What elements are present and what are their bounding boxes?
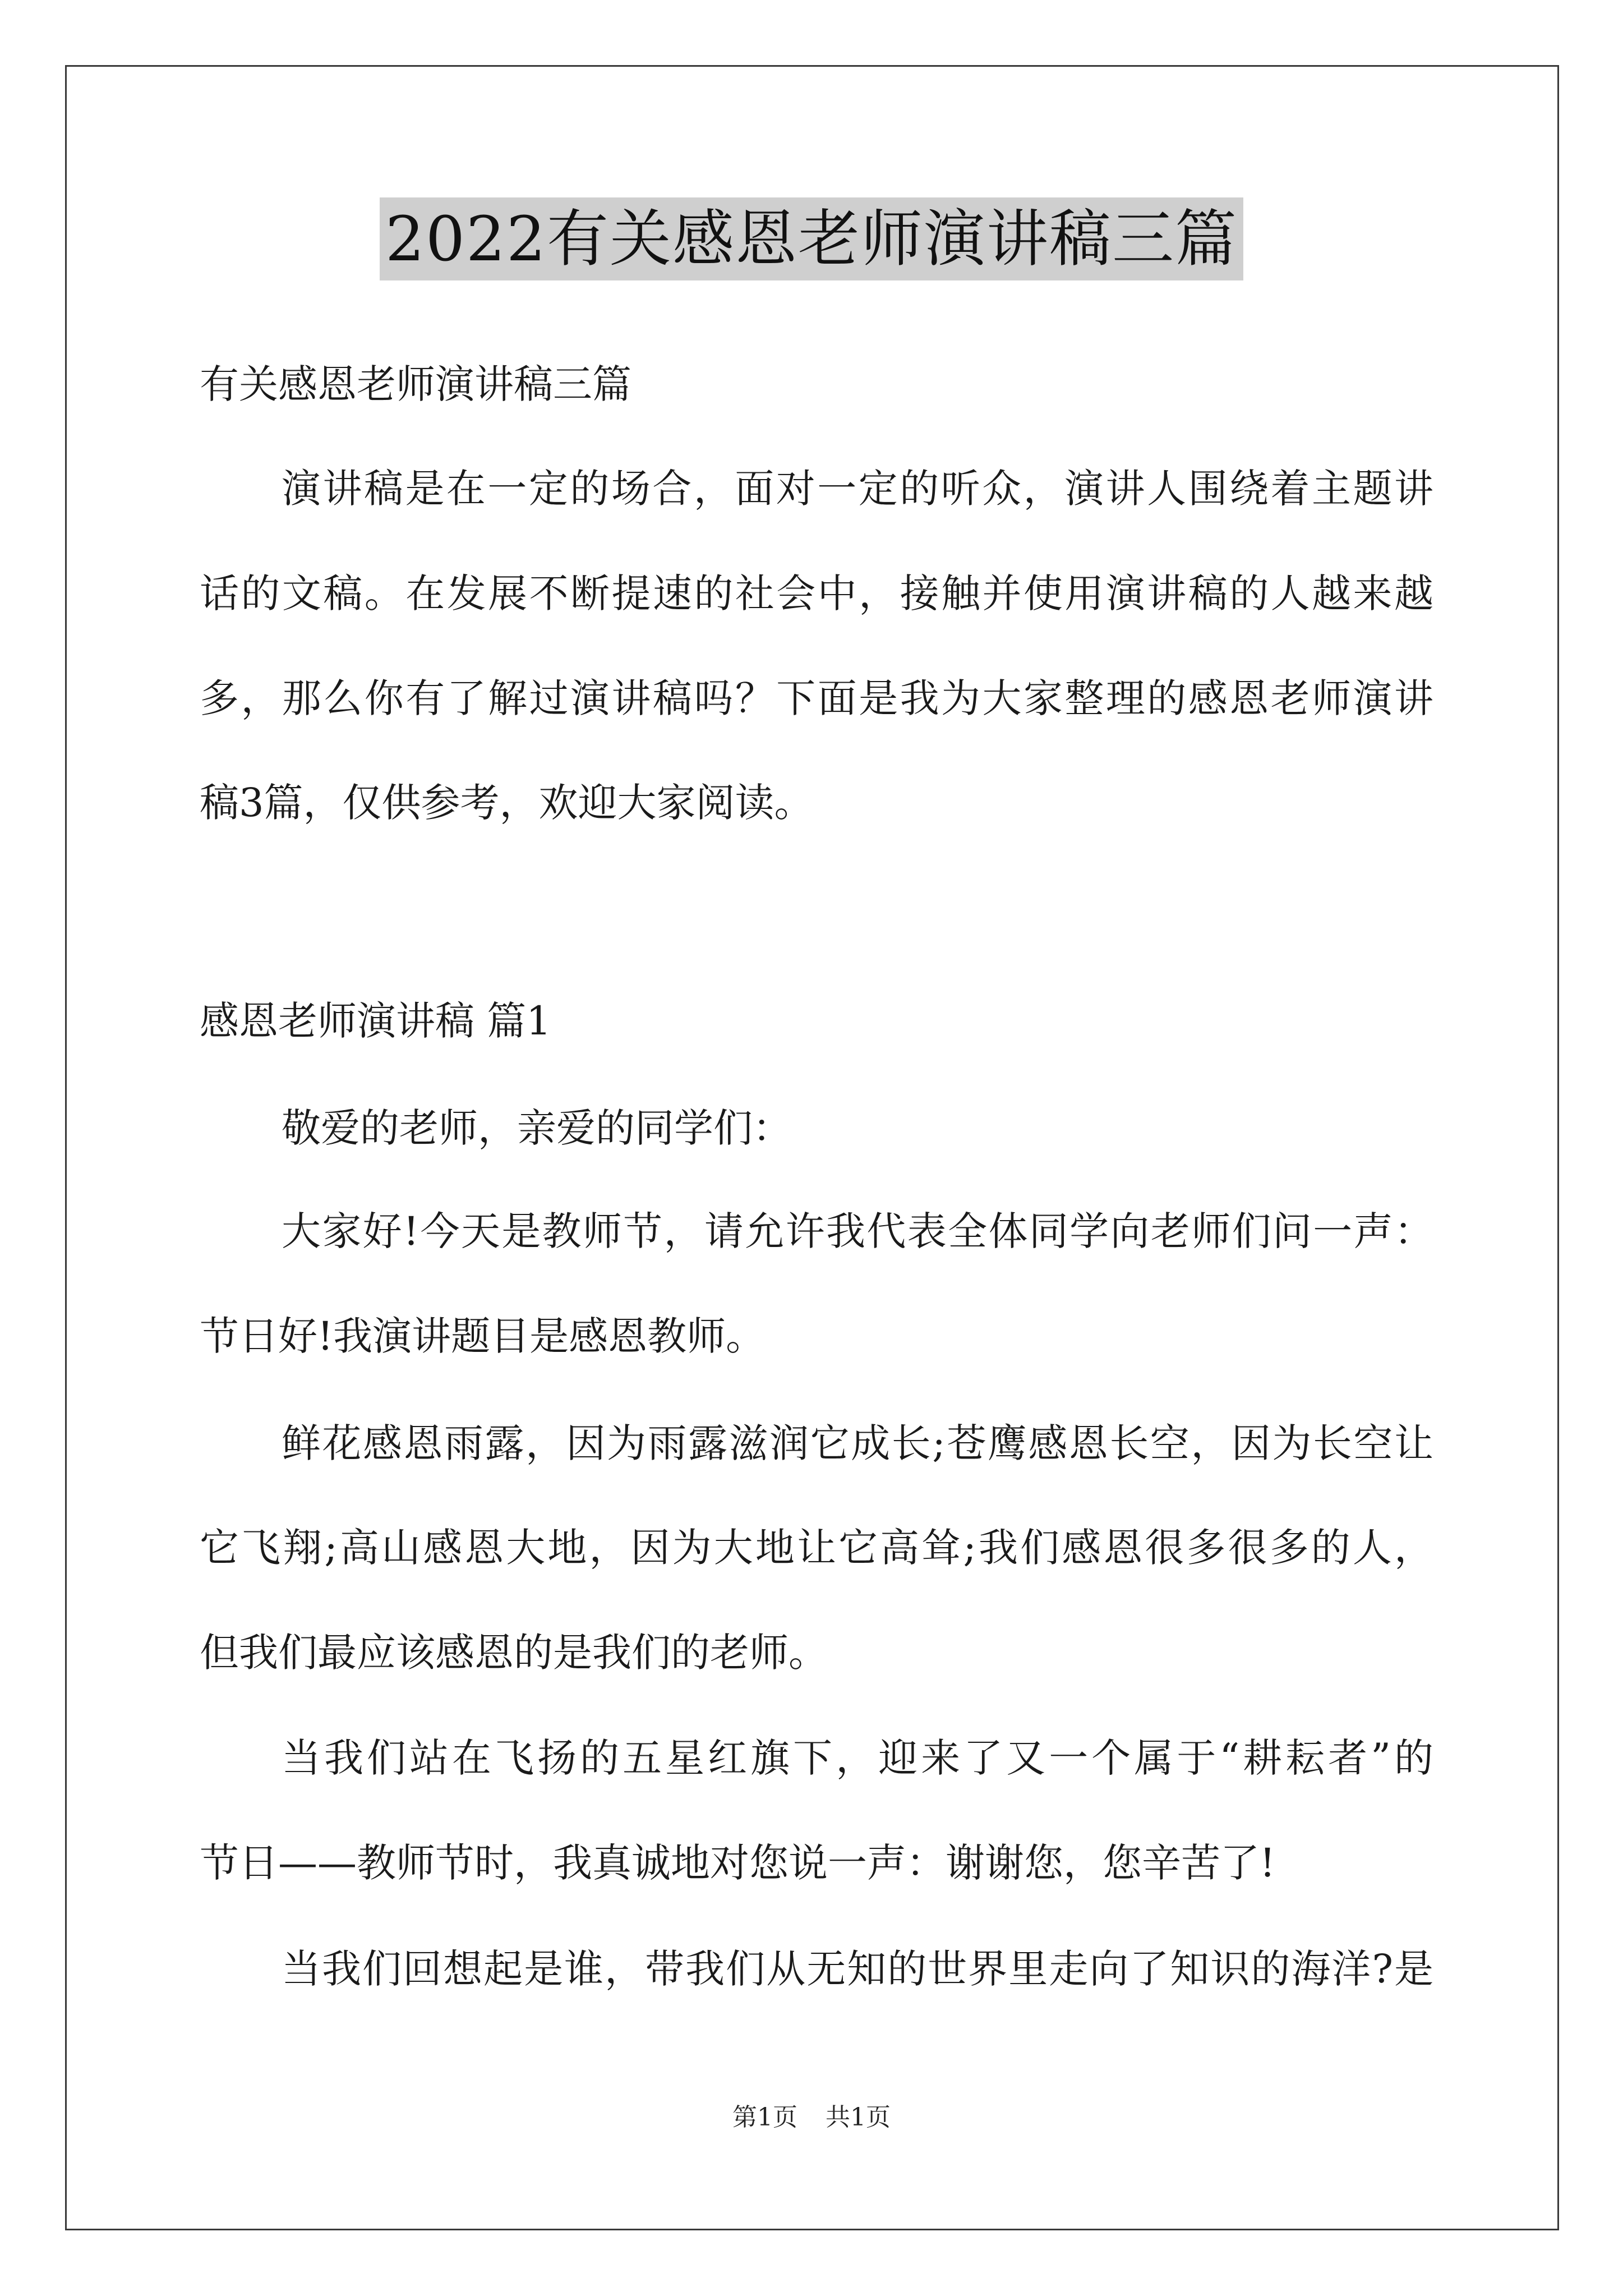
page-total: 共1页 xyxy=(826,2103,891,2132)
paragraph-line: 节日——教师节时，我真诚地对您说一声：谢谢您，您辛苦了! xyxy=(200,1840,1276,1886)
paragraph-line: 节日好!我演讲题目是感恩教师。 xyxy=(200,1313,766,1359)
page-number: 第1页 xyxy=(732,2103,797,2132)
subtitle-line: 有关感恩老师演讲稿三篇 xyxy=(200,361,631,407)
paragraph-line: 鲜花感恩雨露，因为雨露滋润它成长;苍鹰感恩长空，因为长空让 xyxy=(282,1420,1433,1466)
title-container xyxy=(0,197,1623,280)
paragraph-line: 稿3篇，仅供参考，欢迎大家阅读。 xyxy=(200,780,814,826)
section-heading: 感恩老师演讲稿 篇1 xyxy=(200,998,551,1044)
document-title: 2022有关感恩老师演讲稿三篇 xyxy=(380,197,1243,280)
paragraph-line: 大家好!今天是教师节，请允许我代表全体同学向老师们问一声： xyxy=(282,1208,1433,1254)
paragraph-line: 演讲稿是在一定的场合，面对一定的听众，演讲人围绕着主题讲 xyxy=(282,466,1433,512)
page-footer xyxy=(0,2101,1623,2134)
paragraph-line: 它飞翔;高山感恩大地，因为大地让它高耸;我们感恩很多很多的人， xyxy=(200,1525,1433,1571)
paragraph-line: 但我们最应该感恩的是我们的老师。 xyxy=(200,1630,828,1676)
paragraph-line: 话的文稿。在发展不断提速的社会中，接触并使用演讲稿的人越来越 xyxy=(200,570,1433,616)
salutation-line: 敬爱的老师，亲爱的同学们： xyxy=(282,1105,792,1151)
paragraph-line: 当我们回想起是谁，带我们从无知的世界里走向了知识的海洋?是 xyxy=(282,1946,1433,1992)
paragraph-line: 多，那么你有了解过演讲稿吗？下面是我为大家整理的感恩老师演讲 xyxy=(200,675,1433,721)
paragraph-line: 当我们站在飞扬的五星红旗下，迎来了又一个属于“耕耘者”的 xyxy=(282,1735,1433,1781)
